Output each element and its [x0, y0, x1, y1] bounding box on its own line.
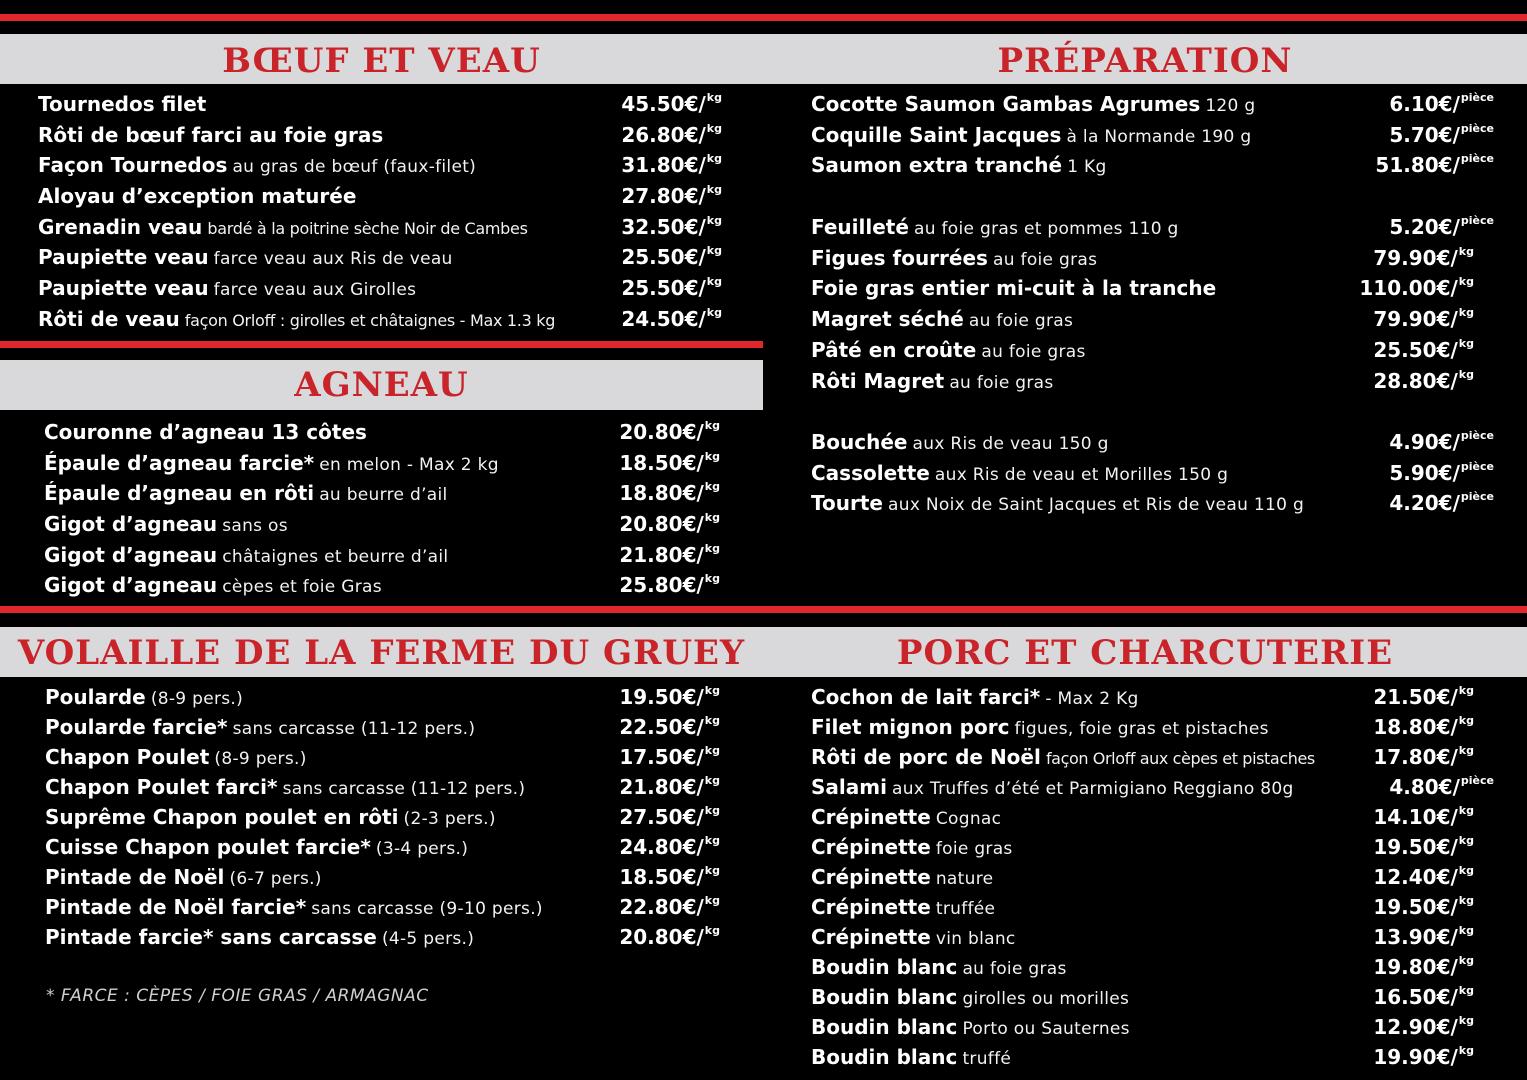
- price-value: 25.50€/: [621, 245, 706, 269]
- menu-item: [45, 922, 474, 952]
- price-unit: kg: [706, 91, 722, 104]
- item-price: [621, 242, 722, 272]
- item-description: sans carcasse (9-10 pers.): [311, 899, 543, 919]
- section-title-agneau: AGNEAU: [294, 365, 469, 405]
- item-description: au foie gras: [962, 959, 1067, 979]
- item-description: Cognac: [935, 809, 1002, 829]
- menu-item: [811, 1012, 1130, 1042]
- item-description: au foie gras: [949, 373, 1054, 393]
- price-unit: kg: [704, 542, 720, 555]
- price-value: 79.90€/: [1373, 246, 1458, 270]
- item-name: Pintade farcie* sans carcasse: [45, 925, 377, 949]
- item-name: Chapon Poulet farci*: [45, 775, 278, 799]
- price-unit: kg: [706, 122, 722, 135]
- menu-item: [811, 243, 1097, 273]
- price-unit: kg: [704, 450, 720, 463]
- item-name: Figues fourrées: [811, 246, 988, 270]
- menu-item: [44, 570, 382, 600]
- item-description: 120 g: [1205, 96, 1256, 116]
- price-value: 14.10€/: [1373, 805, 1458, 829]
- menu-item: [811, 427, 1109, 457]
- price-value: 25.50€/: [1373, 338, 1458, 362]
- item-name: Poularde: [45, 685, 146, 709]
- price-unit: kg: [704, 894, 720, 907]
- item-name: Gigot d’agneau: [44, 543, 218, 567]
- item-price: [619, 832, 720, 862]
- item-description: (8-9 pers.): [150, 689, 244, 709]
- item-price: [619, 742, 720, 772]
- price-value: 12.40€/: [1373, 865, 1458, 889]
- item-price: [1373, 243, 1474, 273]
- item-price: [1373, 304, 1474, 334]
- item-price: [621, 304, 722, 334]
- menu-item: [38, 273, 416, 303]
- item-description: au gras de bœuf (faux-filet): [232, 157, 477, 177]
- price-unit: kg: [1458, 804, 1474, 817]
- menu-item: [45, 742, 307, 772]
- item-name: Salami: [811, 775, 887, 799]
- divider: [0, 341, 763, 348]
- price-unit: pièce: [1460, 490, 1494, 503]
- price-unit: kg: [704, 804, 720, 817]
- item-price: [1359, 273, 1474, 303]
- price-unit: kg: [706, 244, 722, 257]
- item-description: en melon - Max 2 kg: [319, 455, 499, 475]
- price-value: 18.50€/: [619, 865, 704, 889]
- item-price: [1373, 682, 1474, 712]
- price-unit: kg: [704, 572, 720, 585]
- item-price: [1375, 150, 1494, 180]
- item-name: Chapon Poulet: [45, 745, 210, 769]
- item-name: Façon Tournedos: [38, 153, 228, 177]
- price-value: 25.80€/: [619, 573, 704, 597]
- item-name: Cassolette: [811, 461, 930, 485]
- item-price: [619, 570, 720, 600]
- item-price: [1373, 922, 1474, 952]
- menu-item: [45, 802, 496, 832]
- price-unit: kg: [1458, 275, 1474, 288]
- price-unit: kg: [1458, 245, 1474, 258]
- menu-item: [811, 892, 995, 922]
- item-price: [619, 417, 720, 447]
- item-name: Coquille Saint Jacques: [811, 123, 1062, 147]
- item-description: châtaignes et beurre d’ail: [222, 547, 449, 567]
- item-description: (6-7 pers.): [229, 869, 322, 889]
- menu-item: [811, 366, 1054, 396]
- item-name: Gigot d’agneau: [44, 512, 218, 536]
- item-name: Paupiette veau: [38, 276, 209, 300]
- item-name: Épaule d’agneau farcie*: [44, 451, 315, 475]
- price-value: 5.70€/: [1389, 123, 1460, 147]
- item-description: sans carcasse (11-12 pers.): [282, 779, 526, 799]
- item-price: [621, 181, 722, 211]
- item-description: vin blanc: [935, 929, 1016, 949]
- item-name: Grenadin veau: [38, 215, 203, 239]
- price-value: 110.00€/: [1359, 276, 1458, 300]
- item-description: cèpes et foie Gras: [222, 577, 382, 597]
- price-value: 18.80€/: [1373, 715, 1458, 739]
- price-value: 5.20€/: [1389, 215, 1460, 239]
- item-price: [619, 448, 720, 478]
- menu-item: [38, 150, 476, 180]
- item-description: truffé: [962, 1049, 1012, 1069]
- item-price: [1389, 772, 1494, 802]
- item-price: [1373, 832, 1474, 862]
- item-price: [1373, 335, 1474, 365]
- item-description: au foie gras: [981, 342, 1086, 362]
- item-price: [1373, 892, 1474, 922]
- price-unit: kg: [1458, 924, 1474, 937]
- menu-item: [811, 712, 1269, 742]
- price-value: 32.50€/: [621, 215, 706, 239]
- item-price: [619, 712, 720, 742]
- item-price: [619, 682, 720, 712]
- item-name: Rôti de veau: [38, 307, 180, 331]
- price-value: 19.90€/: [1373, 1045, 1458, 1069]
- item-price: [1373, 742, 1474, 772]
- item-name: Crépinette: [811, 895, 931, 919]
- price-value: 5.90€/: [1389, 461, 1460, 485]
- item-price: [1389, 488, 1494, 518]
- section-title-porc: PORC ET CHARCUTERIE: [896, 633, 1394, 673]
- section-title-boeuf: BŒUF ET VEAU: [222, 41, 541, 81]
- section-title-volaille: VOLAILLE DE LA FERME DU GRUEY: [17, 633, 746, 673]
- item-name: Boudin blanc: [811, 985, 958, 1009]
- divider: [0, 606, 1527, 613]
- price-unit: kg: [1458, 1044, 1474, 1057]
- item-name: Crépinette: [811, 865, 931, 889]
- item-description: au foie gras: [968, 311, 1074, 331]
- item-name: Filet mignon porc: [811, 715, 1010, 739]
- menu-item: [38, 304, 555, 334]
- item-description: bardé à la poitrine sèche Noir de Cambes: [207, 219, 528, 238]
- price-unit: kg: [704, 924, 720, 937]
- item-description: sans carcasse (11-12 pers.): [232, 719, 476, 739]
- item-price: [619, 478, 720, 508]
- price-value: 21.80€/: [619, 543, 704, 567]
- price-unit: pièce: [1460, 429, 1494, 442]
- item-name: Suprême Chapon poulet en rôti: [45, 805, 399, 829]
- price-unit: pièce: [1460, 122, 1494, 135]
- price-value: 13.90€/: [1373, 925, 1458, 949]
- menu-item: [811, 488, 1304, 518]
- price-value: 19.50€/: [1373, 835, 1458, 859]
- price-unit: kg: [704, 419, 720, 432]
- price-value: 79.90€/: [1373, 307, 1458, 331]
- item-price: [1389, 458, 1494, 488]
- price-value: 24.50€/: [621, 307, 706, 331]
- menu-item: [45, 682, 243, 712]
- menu-item: [45, 892, 543, 922]
- item-description: à la Normande 190 g: [1066, 127, 1252, 147]
- item-name: Aloyau d’exception maturée: [38, 184, 357, 208]
- item-price: [619, 772, 720, 802]
- item-name: Gigot d’agneau: [44, 573, 218, 597]
- item-description: aux Noix de Saint Jacques et Ris de veau 110 g: [888, 495, 1305, 515]
- price-unit: kg: [704, 834, 720, 847]
- item-description: (8-9 pers.): [214, 749, 307, 769]
- price-unit: kg: [704, 684, 720, 697]
- footnote: * FARCE : CÈPES / FOIE GRAS / ARMAGNAC: [46, 986, 429, 1006]
- divider: [0, 14, 1527, 21]
- section-title-preparation: PRÉPARATION: [997, 41, 1293, 81]
- menu-item: [811, 832, 1013, 862]
- price-unit: kg: [704, 774, 720, 787]
- item-price: [1373, 1012, 1474, 1042]
- price-value: 21.50€/: [1373, 685, 1458, 709]
- menu-item: [811, 952, 1067, 982]
- price-unit: kg: [706, 275, 722, 288]
- item-name: Magret séché: [811, 307, 964, 331]
- menu-item: [38, 89, 206, 119]
- item-description: (4-5 pers.): [381, 929, 475, 949]
- item-price: [619, 802, 720, 832]
- menu-item: [45, 832, 468, 862]
- menu-item: [811, 304, 1073, 334]
- menu-item: [811, 862, 993, 892]
- price-value: 22.80€/: [619, 895, 704, 919]
- menu-item: [811, 120, 1251, 150]
- price-unit: pièce: [1460, 214, 1494, 227]
- item-price: [1389, 427, 1494, 457]
- price-value: 18.50€/: [619, 451, 704, 475]
- price-unit: kg: [706, 214, 722, 227]
- price-value: 28.80€/: [1373, 369, 1458, 393]
- menu-item: [44, 478, 448, 508]
- price-unit: kg: [1458, 894, 1474, 907]
- price-value: 20.80€/: [619, 512, 704, 536]
- item-name: Boudin blanc: [811, 1045, 958, 1069]
- menu-item: [38, 242, 453, 272]
- menu-item: [811, 150, 1107, 180]
- item-name: Boudin blanc: [811, 1015, 958, 1039]
- item-description: aux Ris de veau et Morilles 150 g: [934, 465, 1229, 485]
- item-price: [1389, 120, 1494, 150]
- price-unit: kg: [1458, 984, 1474, 997]
- item-price: [1373, 952, 1474, 982]
- item-name: Foie gras entier mi-cuit à la tranche: [811, 276, 1217, 300]
- item-name: Paupiette veau: [38, 245, 209, 269]
- item-name: Couronne d’agneau 13 côtes: [44, 420, 367, 444]
- item-price: [1373, 366, 1474, 396]
- item-description: au beurre d’ail: [319, 485, 448, 505]
- price-unit: pièce: [1460, 460, 1494, 473]
- item-price: [1373, 712, 1474, 742]
- price-unit: kg: [704, 511, 720, 524]
- price-unit: kg: [704, 714, 720, 727]
- menu-item: [811, 212, 1179, 242]
- price-value: 4.90€/: [1389, 430, 1460, 454]
- item-price: [619, 540, 720, 570]
- item-price: [621, 212, 722, 242]
- price-value: 21.80€/: [619, 775, 704, 799]
- price-value: 19.50€/: [619, 685, 704, 709]
- price-value: 27.80€/: [621, 184, 706, 208]
- price-unit: kg: [706, 183, 722, 196]
- item-name: Cuisse Chapon poulet farcie*: [45, 835, 371, 859]
- item-name: Saumon extra tranché: [811, 153, 1063, 177]
- price-value: 51.80€/: [1375, 153, 1460, 177]
- price-value: 6.10€/: [1389, 92, 1460, 116]
- price-unit: kg: [1458, 714, 1474, 727]
- item-name: Cochon de lait farci*: [811, 685, 1041, 709]
- item-description: au foie gras: [993, 250, 1098, 270]
- menu-item: [811, 982, 1129, 1012]
- price-unit: kg: [1458, 306, 1474, 319]
- price-unit: kg: [704, 864, 720, 877]
- menu-item: [811, 89, 1255, 119]
- price-value: 17.50€/: [619, 745, 704, 769]
- menu-item: [811, 802, 1001, 832]
- price-value: 26.80€/: [621, 123, 706, 147]
- price-unit: kg: [1458, 954, 1474, 967]
- price-unit: kg: [1458, 337, 1474, 350]
- menu-item: [811, 273, 1216, 303]
- item-price: [1373, 862, 1474, 892]
- item-name: Cocotte Saumon Gambas Agrumes: [811, 92, 1201, 116]
- price-value: 24.80€/: [619, 835, 704, 859]
- price-unit: kg: [704, 480, 720, 493]
- price-unit: kg: [706, 306, 722, 319]
- item-description: 1 Kg: [1067, 157, 1107, 177]
- menu-item: [811, 682, 1139, 712]
- price-unit: kg: [1458, 834, 1474, 847]
- menu-item: [44, 417, 367, 447]
- item-description: farce veau aux Girolles: [213, 280, 417, 300]
- item-price: [1389, 212, 1494, 242]
- menu-item: [44, 540, 448, 570]
- menu-item: [44, 509, 288, 539]
- price-unit: kg: [1458, 684, 1474, 697]
- item-name: Tourte: [811, 491, 883, 515]
- menu-item: [811, 742, 1315, 772]
- item-price: [619, 922, 720, 952]
- price-value: 45.50€/: [621, 92, 706, 116]
- item-price: [621, 150, 722, 180]
- menu-item: [45, 862, 322, 892]
- price-unit: kg: [704, 744, 720, 757]
- price-value: 22.50€/: [619, 715, 704, 739]
- price-value: 19.50€/: [1373, 895, 1458, 919]
- item-name: Crépinette: [811, 835, 931, 859]
- item-description: foie gras: [935, 839, 1013, 859]
- item-description: truffée: [935, 899, 996, 919]
- menu-item: [45, 772, 525, 802]
- menu-item: [811, 1042, 1011, 1072]
- item-description: nature: [935, 869, 994, 889]
- item-description: aux Truffes d’été et Parmigiano Reggiano 80g: [892, 779, 1294, 799]
- item-description: figues, foie gras et pistaches: [1014, 719, 1269, 739]
- price-value: 16.50€/: [1373, 985, 1458, 1009]
- price-value: 31.80€/: [621, 153, 706, 177]
- menu-item: [45, 712, 475, 742]
- item-name: Poularde farcie*: [45, 715, 228, 739]
- price-value: 4.20€/: [1389, 491, 1460, 515]
- item-price: [1373, 982, 1474, 1012]
- item-name: Pintade de Noël farcie*: [45, 895, 307, 919]
- item-description: façon Orloff aux cèpes et pistaches: [1045, 749, 1315, 768]
- item-description: (2-3 pers.): [403, 809, 496, 829]
- price-value: 18.80€/: [619, 481, 704, 505]
- item-price: [1373, 802, 1474, 832]
- price-value: 17.80€/: [1373, 745, 1458, 769]
- menu-item: [38, 181, 356, 211]
- item-description: - Max 2 Kg: [1045, 689, 1139, 709]
- item-price: [1389, 89, 1494, 119]
- item-price: [621, 120, 722, 150]
- price-unit: kg: [706, 152, 722, 165]
- item-price: [621, 89, 722, 119]
- item-description: farce veau aux Ris de veau: [213, 249, 453, 269]
- price-value: 19.80€/: [1373, 955, 1458, 979]
- menu-item: [811, 772, 1294, 802]
- price-unit: kg: [1458, 1014, 1474, 1027]
- item-name: Bouchée: [811, 430, 908, 454]
- item-name: Pâté en croûte: [811, 338, 977, 362]
- item-name: Rôti de porc de Noël: [811, 745, 1041, 769]
- price-unit: kg: [1458, 368, 1474, 381]
- price-unit: pièce: [1460, 152, 1494, 165]
- item-description: aux Ris de veau 150 g: [912, 434, 1109, 454]
- price-unit: pièce: [1460, 91, 1494, 104]
- menu-item: [811, 458, 1228, 488]
- item-price: [619, 509, 720, 539]
- price-value: 27.50€/: [619, 805, 704, 829]
- item-price: [619, 892, 720, 922]
- item-name: Feuilleté: [811, 215, 909, 239]
- menu-item: [38, 120, 383, 150]
- item-name: Rôti de bœuf farci au foie gras: [38, 123, 384, 147]
- item-price: [621, 273, 722, 303]
- item-name: Tournedos filet: [38, 92, 207, 116]
- item-name: Boudin blanc: [811, 955, 958, 979]
- item-name: Épaule d’agneau en rôti: [44, 481, 315, 505]
- price-value: 25.50€/: [621, 276, 706, 300]
- menu-item: [38, 212, 528, 242]
- price-value: 20.80€/: [619, 420, 704, 444]
- item-name: Pintade de Noël: [45, 865, 225, 889]
- menu-item: [811, 335, 1086, 365]
- item-name: Crépinette: [811, 805, 931, 829]
- price-unit: kg: [1458, 744, 1474, 757]
- price-value: 20.80€/: [619, 925, 704, 949]
- price-unit: pièce: [1460, 774, 1494, 787]
- item-price: [619, 862, 720, 892]
- item-description: au foie gras et pommes 110 g: [914, 219, 1179, 239]
- menu-item: [44, 448, 499, 478]
- item-name: Rôti Magret: [811, 369, 945, 393]
- item-description: sans os: [222, 516, 288, 536]
- price-unit: kg: [1458, 864, 1474, 877]
- menu-item: [811, 922, 1016, 952]
- item-description: (3-4 pers.): [375, 839, 469, 859]
- price-value: 4.80€/: [1389, 775, 1460, 799]
- item-price: [1373, 1042, 1474, 1072]
- item-name: Crépinette: [811, 925, 931, 949]
- price-value: 12.90€/: [1373, 1015, 1458, 1039]
- item-description: Porto ou Sauternes: [962, 1019, 1130, 1039]
- item-description: girolles ou morilles: [962, 989, 1130, 1009]
- item-description: façon Orloff : girolles et châtaignes - Max 1.3 kg: [184, 311, 556, 330]
